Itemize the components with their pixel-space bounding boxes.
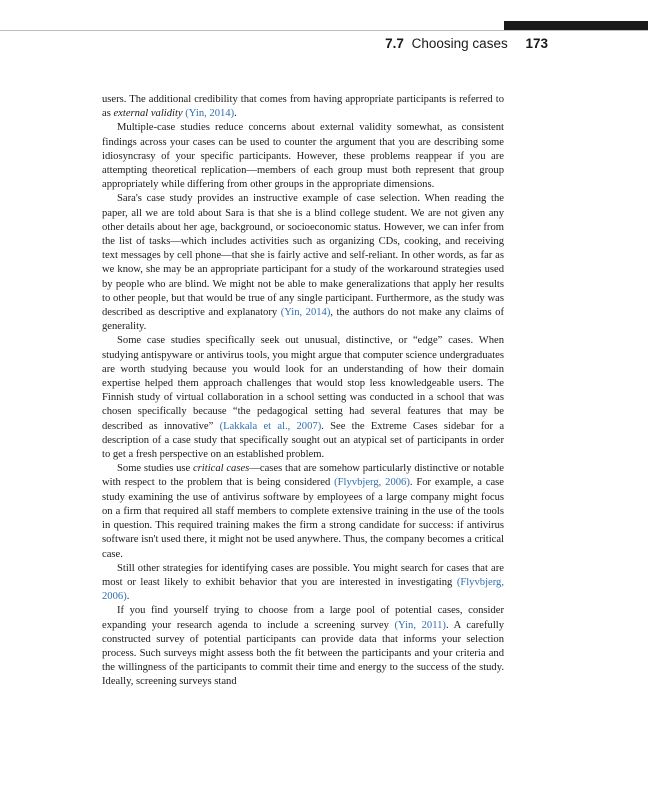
body-text bbox=[102, 93, 504, 690]
paragraph-text: Multiple-case studies reduce concerns about external validity somewhat, as consistent findings across your cases can be used to counter the argument that you are describing some idiosyncrasy of your specific participants. However, these problems reappear if you are attempting theoretical replication—members of each group must both represent that group appropriately while differing from other groups in the appropriate dimensions. bbox=[102, 122, 504, 191]
citation-link[interactable]: (Yin, 2014) bbox=[185, 108, 235, 120]
paragraph-text: Some case studies specifically seek out unusual, distinctive, or “edge” cases. When studying antispyware or antivirus tools, you might argue that computer science undergraduates are worth studying because you would look for an understanding of how their domain expertise helped them approach challenges that would stop less knowledgeable users. The Finnish study of virtual collaboration in a school setting was conducted in a school that was chosen specifically because “the pedagogical setting had several features that may be described as innovative” bbox=[102, 335, 504, 432]
emphasized-term: external validity bbox=[113, 108, 183, 120]
running-header bbox=[385, 36, 548, 54]
emphasized-term: critical cases bbox=[192, 463, 250, 475]
citation-link[interactable]: (Flyvbjerg, 2006) bbox=[334, 477, 410, 489]
citation-link[interactable]: (Flyvbjerg, 2006) bbox=[102, 576, 504, 603]
paragraph-text: Sara's case study provides an instructive example of case selection. When reading the paper, all we are told about Sara is that she is a blind college student. We are not given any other details about her age, background, or socioeconomic status. However, we can infer from the list of tasks—which includes activities such as organizing CDs, cooking, and receiving text messages by cell phone—that she is fairly active and self-reliant. In other words, as far as we know, she may be an appropriate participant for a study of the workaround strategies used by people who are blind. We might not be able to make generalizations that apply her results to other people, but that would be true of any single participant. Furthermore, as the study was described as descriptive and explanatory bbox=[102, 193, 504, 319]
paragraph bbox=[102, 604, 504, 689]
paragraph-text: Some studies use bbox=[117, 463, 193, 475]
citation-link[interactable]: (Yin, 2011) bbox=[394, 619, 446, 631]
citation-link[interactable]: (Yin, 2014) bbox=[280, 307, 331, 319]
paragraph-text: . bbox=[126, 591, 130, 603]
paragraph-text: If you find yourself trying to choose from a large pool of potential cases, consider expanding your research agenda to include a screening survey bbox=[102, 605, 504, 631]
paragraph bbox=[102, 192, 504, 334]
paragraph bbox=[102, 562, 504, 605]
paragraph-text: —cases that are somehow particularly distinctive or notable with respect to the problem that is being considered bbox=[102, 463, 504, 489]
section-title: Choosing cases bbox=[411, 36, 508, 51]
section-number: 7.7 bbox=[385, 36, 404, 51]
paragraph-text: . See the Extreme Cases sidebar for a description of a case study that specifically sought out an atypical set of participants in order to get a fresh perspective on an established problem. bbox=[102, 420, 505, 461]
paragraph-text: users. The additional credibility that comes from having appropriate participants is referred to as bbox=[102, 94, 504, 120]
citation-link[interactable]: (Lakkala et al., 2007) bbox=[219, 420, 322, 432]
paragraph-text: . A carefully constructed survey of potential participants can provide data that informs your selection process. Such surveys might assess both the fit between the participants and your criteria and the willingness of the participants to commit their time and energy to the success of the study. Ideally, screening surveys stand bbox=[102, 619, 505, 688]
page-number: 173 bbox=[525, 36, 548, 51]
header-rule bbox=[0, 30, 648, 31]
paragraph bbox=[102, 462, 504, 561]
paragraph bbox=[102, 121, 504, 192]
paragraph bbox=[102, 334, 504, 462]
paragraph-text: . For example, a case study examining the use of antivirus software by employees of a large company might focus on a firm that required all staff members to complete extensive training in the use of the tools in question. This required training makes the firm a strong candidate for success: if antivirus software isn't used there, it might not be used anywhere. Thus, the company becomes a critical case. bbox=[102, 477, 505, 560]
paragraph bbox=[102, 93, 504, 121]
paragraph-text: Still other strategies for identifying cases are possible. You might search for cases that are most or least likely to exhibit behavior that you are interested in investigating bbox=[102, 562, 504, 588]
paragraph-text: , the authors do not make any claims of generality. bbox=[102, 307, 504, 333]
paragraph-text: . bbox=[234, 108, 237, 120]
